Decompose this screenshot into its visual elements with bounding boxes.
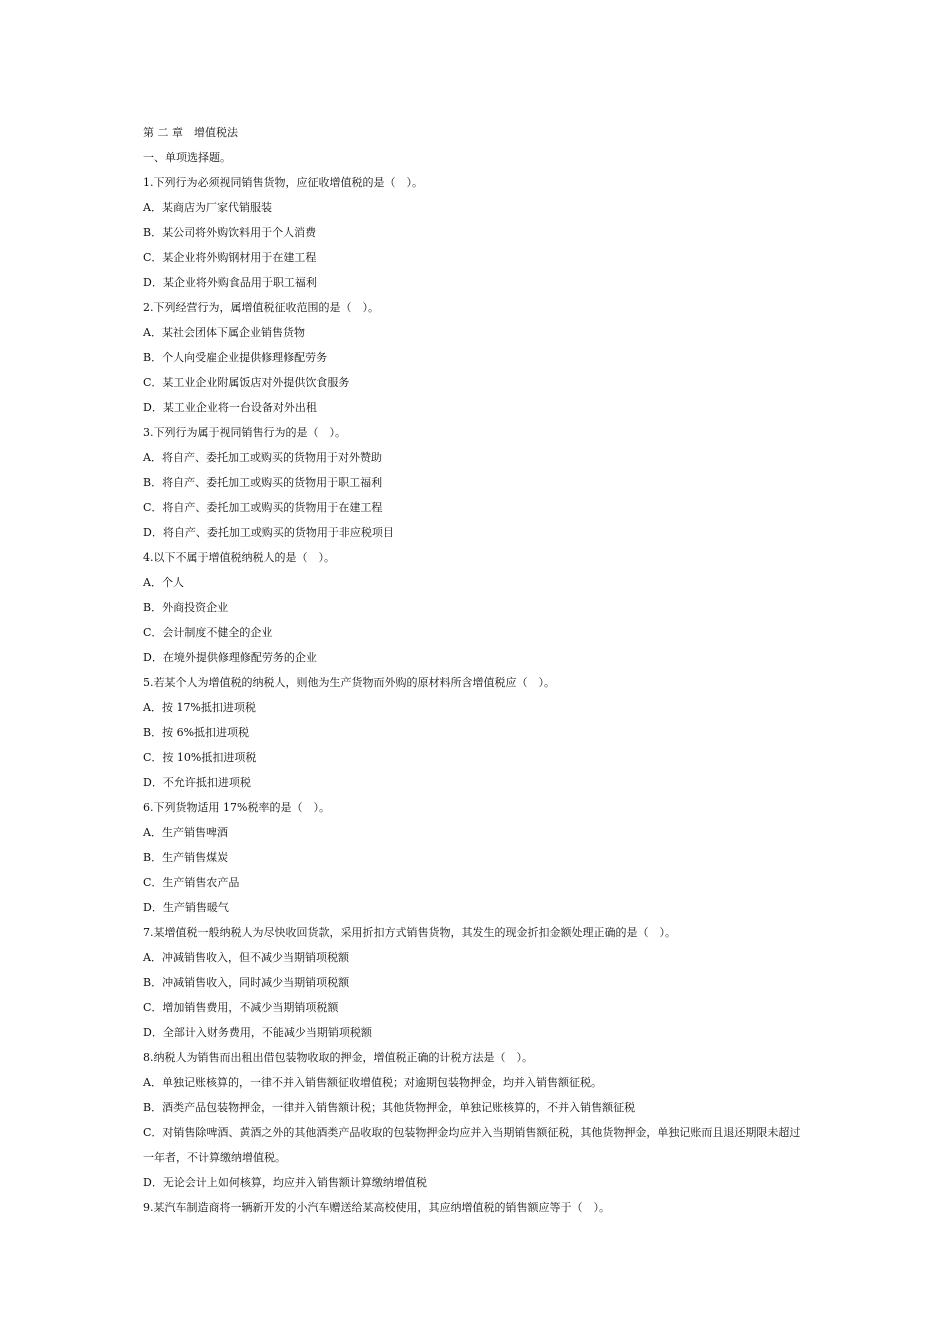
question-option: C．按 10%抵扣进项税 — [143, 751, 257, 764]
question-option-continuation: 一年者，不计算缴纳增值税。 — [143, 1151, 286, 1164]
question-option: D．无论会计上如何核算，均应并入销售额计算缴纳增值税 — [143, 1176, 427, 1189]
question-option: B．个人向受雇企业提供修理修配劳务 — [143, 351, 328, 364]
question-stem: 1.下列行为必须视同销售货物，应征收增值税的是（ ）。 — [143, 176, 423, 189]
document-content — [143, 124, 823, 1224]
question-stem: 9.某汽车制造商将一辆新开发的小汽车赠送给某高校使用，其应纳增值税的销售额应等于（ ）。 — [143, 1201, 610, 1214]
question-option: A．生产销售啤酒 — [143, 826, 228, 839]
question-option: B．酒类产品包装物押金，一律并入销售额计税；其他货物押金，单独记账核算的，不并入销售额征税 — [143, 1101, 636, 1114]
question-option: B．冲减销售收入，同时减少当期销项税额 — [143, 976, 350, 989]
chapter-title: 第 二 章 增值税法 — [143, 126, 238, 139]
section-title: 一、单项选择题。 — [143, 151, 231, 164]
question-option: D．不允许抵扣进项税 — [143, 776, 251, 789]
question-option: A．冲减销售收入，但不减少当期销项税额 — [143, 951, 349, 964]
question-stem: 7.某增值税一般纳税人为尽快收回货款，采用折扣方式销售货物，其发生的现金折扣金额处理正确的是（ ）。 — [143, 926, 676, 939]
question-stem: 5.若某个人为增值税的纳税人，则他为生产货物而外购的原材料所含增值税应（ ）。 — [143, 676, 555, 689]
question-option: C．某工业企业附属饭店对外提供饮食服务 — [143, 376, 350, 389]
question-option: B．生产销售煤炭 — [143, 851, 229, 864]
question-option: D．某工业企业将一台设备对外出租 — [143, 401, 317, 414]
question-option: D．生产销售暖气 — [143, 901, 229, 914]
question-option: D．某企业将外购食品用于职工福利 — [143, 276, 317, 289]
question-option: C．某企业将外购钢材用于在建工程 — [143, 251, 317, 264]
question-stem: 8.纳税人为销售而出租出借包装物收取的押金，增值税正确的计税方法是（ ）。 — [143, 1051, 533, 1064]
question-stem: 2.下列经营行为，属增值税征收范围的是（ ）。 — [143, 301, 379, 314]
question-option: A．按 17%抵扣进项税 — [143, 701, 256, 714]
question-option: D．将自产、委托加工或购买的货物用于非应税项目 — [143, 526, 394, 539]
question-option: A．某社会团体下属企业销售货物 — [143, 326, 305, 339]
question-option: B．将自产、委托加工或购买的货物用于职工福利 — [143, 476, 383, 489]
question-option: B．外商投资企业 — [143, 601, 229, 614]
question-stem: 3.下列行为属于视同销售行为的是（ ）。 — [143, 426, 346, 439]
question-option: A．将自产、委托加工或购买的货物用于对外赞助 — [143, 451, 382, 464]
question-option: D．在境外提供修理修配劳务的企业 — [143, 651, 317, 664]
question-option: D．全部计入财务费用，不能减少当期销项税额 — [143, 1026, 372, 1039]
question-option: C．将自产、委托加工或购买的货物用于在建工程 — [143, 501, 383, 514]
question-option: C．增加销售费用，不减少当期销项税额 — [143, 1001, 339, 1014]
question-stem: 4.以下不属于增值税纳税人的是（ ）。 — [143, 551, 335, 564]
question-option: C．生产销售农产品 — [143, 876, 240, 889]
question-option: C．会计制度不健全的企业 — [143, 626, 273, 639]
question-option: A．个人 — [143, 576, 184, 589]
question-option: B．某公司将外购饮料用于个人消费 — [143, 226, 317, 239]
question-option: B．按 6%抵扣进项税 — [143, 726, 250, 739]
question-option: A．单独记账核算的，一律不并入销售额征收增值税；对逾期包装物押金，均并入销售额征税。 — [143, 1076, 602, 1089]
question-stem: 6.下列货物适用 17%税率的是（ ）。 — [143, 801, 330, 814]
question-option: A．某商店为厂家代销服装 — [143, 201, 272, 214]
question-option: C．对销售除啤酒、黄酒之外的其他酒类产品收取的包装物押金均应并入当期销售额征税，其他货物押金，单独记账而且退还期限未超过 — [143, 1126, 801, 1139]
